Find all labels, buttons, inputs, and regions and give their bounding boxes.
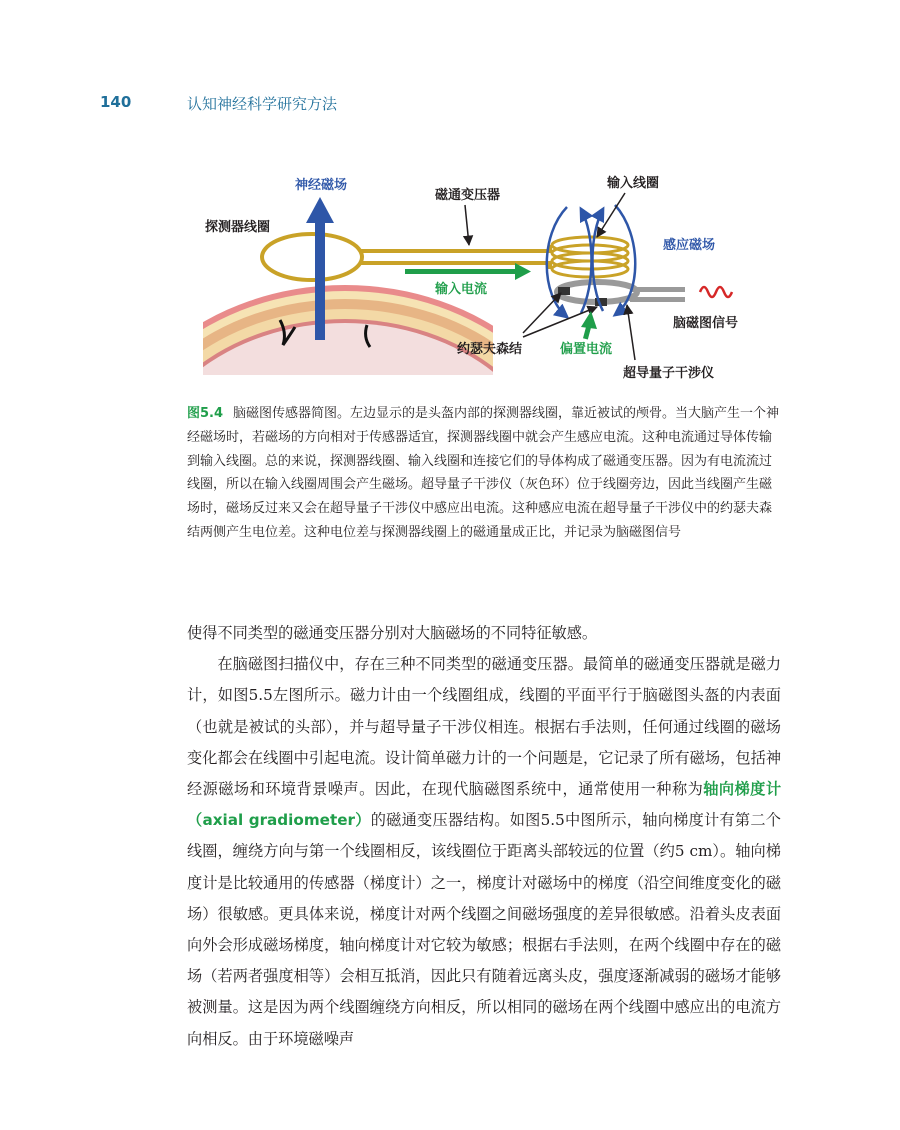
squid-ring: [557, 282, 685, 306]
bias-current-label: 偏置电流: [560, 342, 613, 357]
paragraph-2: [187, 649, 781, 1055]
caption-text: 脑磁图传感器简图。左边显示的是头盔内部的探测器线圈，靠近被试的颅骨。当大脑产生一个神经磁场时，若磁场的方向相对于传感器适宜，探测器线圈中就会产生感应电流。这种电流通过导体传输到输入线圈。总的来说，探测器线圈、输入线圈和连接它们的导体构成了磁通变压器。因为有电流流过线圈，所以在输入线圈周围会产生磁场。超导量子干涉仪（灰色环）位于线圈旁边，因此当线圈产生磁场时，磁场反过来又会在超导量子干涉仪中感应出电流。这种感应电流在超导量子干涉仪中的约瑟夫森结两侧产生电位差。这种电位差与探测器线圈上的磁通量成正比，并记录为脑磁图信号: [187, 406, 780, 540]
neural-field-label: 神经磁场: [295, 178, 348, 193]
induced-field-label: 感应磁场: [663, 238, 716, 253]
flux-transformer-label: 磁通变压器: [435, 188, 501, 203]
meg-sensor-figure: [195, 165, 755, 395]
meg-signal-label: 脑磁图信号: [673, 316, 739, 331]
flux-transformer-wire-top: [361, 245, 550, 251]
figure-label: 图5.4: [187, 406, 224, 421]
input-current-label: 输入电流: [435, 282, 488, 297]
josephson-label: 约瑟夫森结: [457, 342, 523, 357]
body-text: [187, 618, 781, 1055]
squid-pointer: [627, 305, 635, 360]
josephson-pointer-1: [523, 293, 561, 333]
input-coil-label: 输入线圈: [607, 176, 660, 191]
input-current-arrow: [405, 263, 531, 280]
squid-label: 超导量子干涉仪: [623, 366, 715, 381]
paragraph-2-part-b: 的磁通变压器结构。如图5.5中图所示，轴向梯度计有第二个线圈，缠绕方向与第一个线圈相反，该线圈位于距离头部较远的位置（约5 cm）。轴向梯度计是比较通用的传感器（梯度计）之一，梯度计对磁场中的梯度（沿空间维度变化的磁场）很敏感。更具体来说，梯度计对两个线圈之间磁场强度的差异很敏感。沿着头皮表面向外会形成磁场梯度，轴向梯度计对它较为敏感；根据右手法则，在两个线圈中存在的磁场（若两者强度相等）会相互抵消，因此只有随着远离头皮，强度逐渐减弱的磁场才能够被测量。这是因为两个线圈缠绕方向相反，所以相同的磁场在两个线圈中感应出的电流方向相反。由于环境磁噪声: [187, 811, 781, 1048]
book-title: 认知神经科学研究方法: [187, 95, 338, 113]
figure-caption: [187, 402, 781, 545]
flux-transformer-pointer: [465, 205, 469, 245]
meg-signal-wave: [700, 287, 732, 297]
paragraph-2-part-a: 在脑磁图扫描仪中，存在三种不同类型的磁通变压器。最简单的磁通变压器就是磁力计，如图5.5左图所示。磁力计由一个线圈组成，线圈的平面平行于脑磁图头盔的内表面（也就是被试的头部），并与超导量子干涉仪相连。根据右手法则，任何通过线圈的磁场变化都会在线圈中引起电流。设计简单磁力计的一个问题是，它记录了所有磁场，包括神经源磁场和环境背景噪声。因此，在现代脑磁图系统中，通常使用一种称为: [187, 655, 781, 799]
bias-current-arrow: [581, 311, 597, 340]
page-header: [0, 93, 900, 115]
meg-sensor-diagram: [195, 165, 755, 395]
detector-coil: [262, 234, 362, 280]
paragraph-1: 使得不同类型的磁通变压器分别对大脑磁场的不同特征敏感。: [187, 624, 598, 642]
page-number: 140: [100, 93, 132, 111]
detector-coil-label: 探测器线圈: [205, 220, 271, 235]
axial-gradiometer-term: 轴向梯度计（axial gradiometer）: [187, 780, 782, 830]
head-cross-section: [195, 285, 595, 395]
